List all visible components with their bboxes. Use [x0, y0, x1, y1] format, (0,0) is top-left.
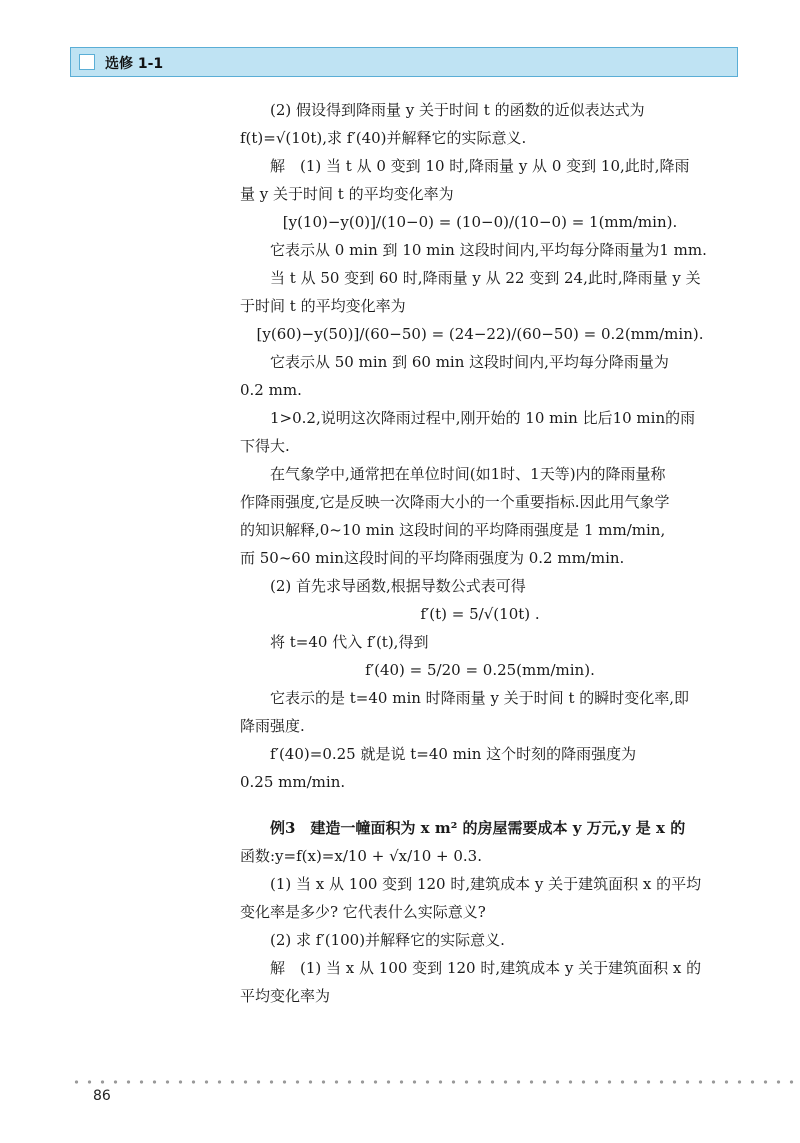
text-line: 平均变化率为 — [240, 987, 331, 1005]
text-line: 当 t 从 50 变到 60 时,降雨量 y 从 22 变到 24,此时,降雨量 y 关 — [270, 269, 701, 287]
text-line: 变化率是多少? 它代表什么实际意义? — [240, 903, 486, 921]
text-line: f(t)=√(10t),求 f′(40)并解释它的实际意义. — [240, 129, 527, 147]
formula-line: [y(10)−y(0)]/(10−0) = (10−0)/(10−0) = 1(mm/min). — [282, 213, 678, 231]
text-line: 下得大. — [240, 437, 290, 455]
header-square-icon — [79, 54, 95, 70]
text-line: (2) 求 f′(100)并解释它的实际意义. — [270, 931, 505, 949]
text-line: 的知识解释,0~10 min 这段时间的平均降雨强度是 1 mm/min, — [240, 521, 666, 539]
text-line: 将 t=40 代入 f′(t),得到 — [270, 633, 429, 651]
text-line — [240, 796, 720, 814]
text-line: 解 (1) 当 t 从 0 变到 10 时,降雨量 y 从 0 变到 10,此时,降雨 — [270, 157, 690, 175]
chapter-title: 选修 1-1 — [105, 56, 164, 72]
text-line: 函数:y=f(x)=x/10 + √x/10 + 0.3. — [240, 847, 482, 865]
text-line: 降雨强度. — [240, 717, 305, 735]
text-line: 0.2 mm. — [240, 381, 302, 399]
text-line: 它表示从 50 min 到 60 min 这段时间内,平均每分降雨量为 — [270, 353, 669, 371]
text-line: 0.25 mm/min. — [240, 773, 346, 791]
text-line: 在气象学中,通常把在单位时间(如1时、1天等)内的降雨量称 — [270, 465, 666, 483]
text-line: 解 (1) 当 x 从 100 变到 120 时,建筑成本 y 关于建筑面积 x 的 — [270, 959, 702, 977]
text-line: (2) 首先求导函数,根据导数公式表可得 — [270, 577, 526, 595]
text-line: 例3 建造一幢面积为 x m² 的房屋需要成本 y 万元,y 是 x 的 — [270, 819, 686, 837]
text-line: 于时间 t 的平均变化率为 — [240, 297, 406, 315]
text-line: (2) 假设得到降雨量 y 关于时间 t 的函数的近似表达式为 — [270, 101, 645, 119]
text-line: 1>0.2,说明这次降雨过程中,刚开始的 10 min 比后10 min的雨 — [270, 409, 696, 427]
text-line: 它表示的是 t=40 min 时降雨量 y 关于时间 t 的瞬时变化率,即 — [270, 689, 690, 707]
text-line: (1) 当 x 从 100 变到 120 时,建筑成本 y 关于建筑面积 x 的平均 — [270, 875, 702, 893]
text-line: 它表示从 0 min 到 10 min 这段时间内,平均每分降雨量为1 mm. — [270, 241, 707, 259]
chapter-header-bar — [70, 47, 738, 77]
text-line: 量 y 关于时间 t 的平均变化率为 — [240, 185, 454, 203]
page-number: 86 — [93, 1088, 111, 1104]
text-line: 而 50~60 min这段时间的平均降雨强度为 0.2 mm/min. — [240, 549, 625, 567]
text-line: 作降雨强度,它是反映一次降雨大小的一个重要指标.因此用气象学 — [240, 493, 670, 511]
formula-line: f′(40) = 5/20 = 0.25(mm/min). — [365, 661, 595, 679]
formula-line: f′(t) = 5/√(10t) . — [420, 605, 540, 623]
footer-dotted-divider — [70, 1079, 800, 1085]
text-line: f′(40)=0.25 就是说 t=40 min 这个时刻的降雨强度为 — [270, 745, 637, 763]
page-body — [240, 96, 720, 1010]
formula-line: [y(60)−y(50)]/(60−50) = (24−22)/(60−50) = 0.2(mm/min). — [256, 325, 704, 343]
